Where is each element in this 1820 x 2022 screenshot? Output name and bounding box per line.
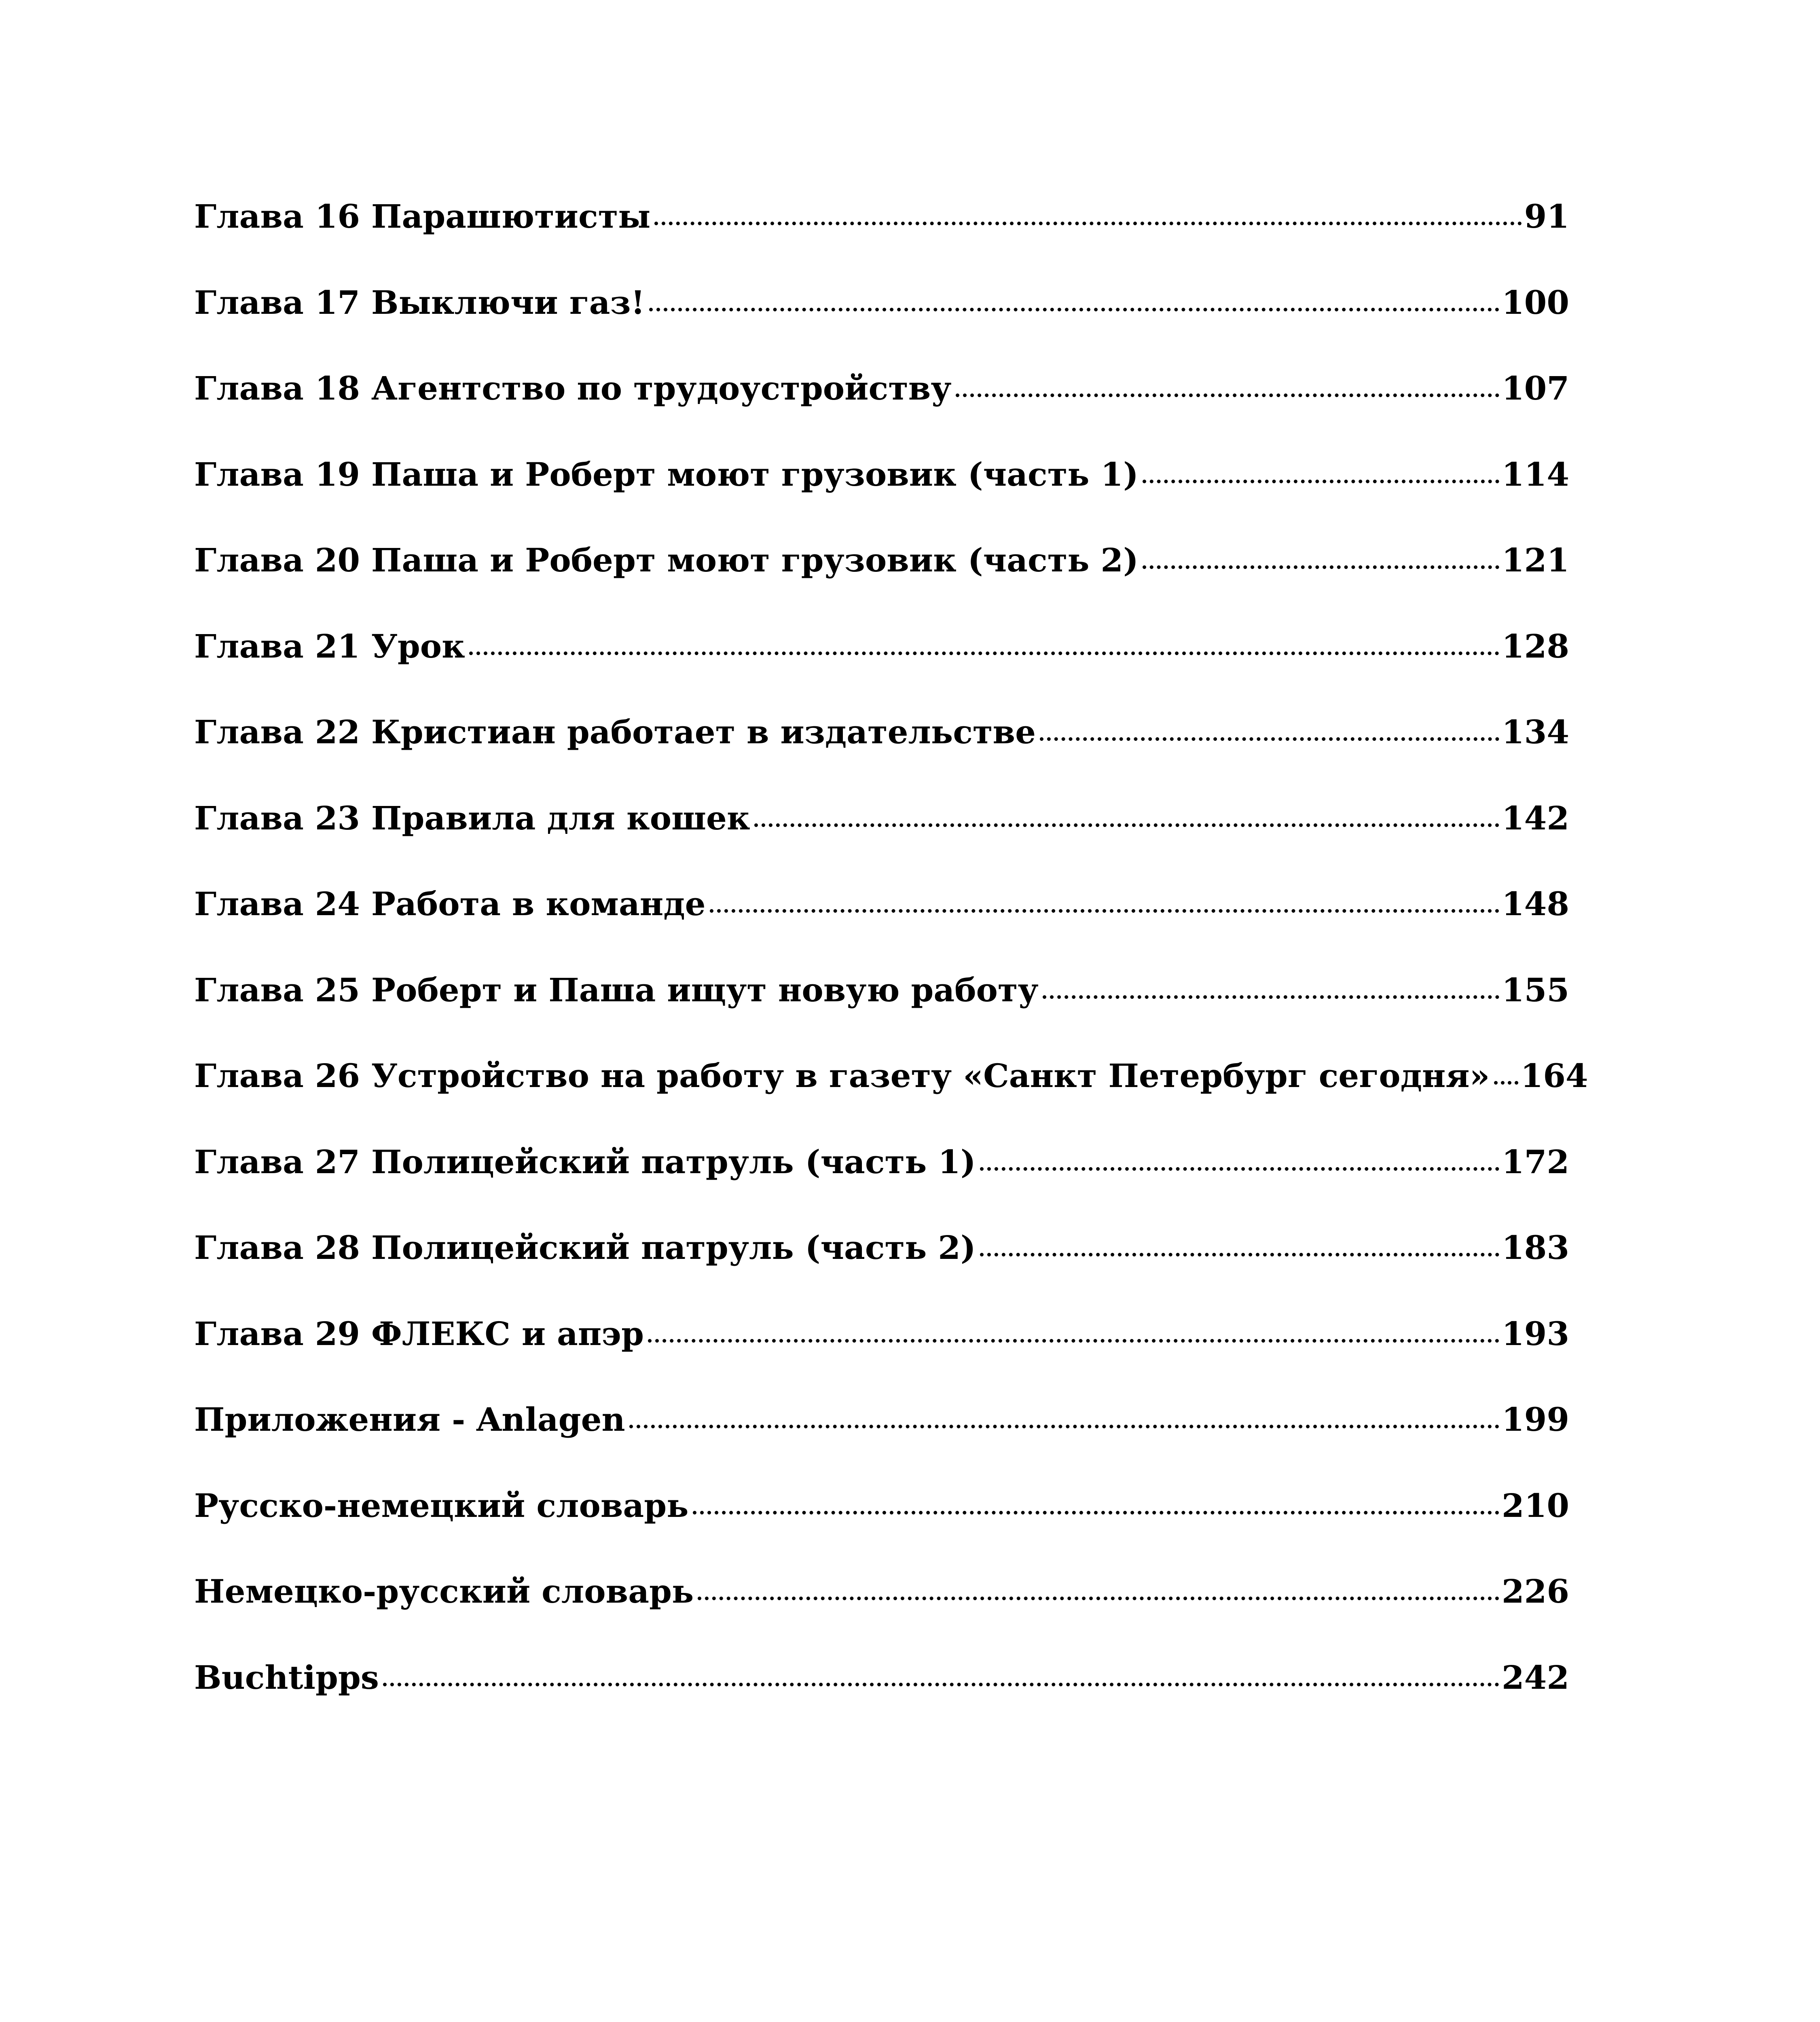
toc-entry[interactable] <box>194 1057 1588 1143</box>
toc-entry-title: Глава 29 ФЛЕКС и апэр <box>194 1314 644 1353</box>
toc-leader-dots <box>693 1511 1500 1514</box>
toc-entry-page: 91 <box>1524 197 1569 235</box>
toc-entry[interactable] <box>194 627 1569 713</box>
toc-entry-title: Глава 22 Кристиан работает в издательстве <box>194 713 1036 751</box>
toc-entry-title: Немецко-русский словарь <box>194 1572 694 1610</box>
toc-entry-page: 183 <box>1502 1229 1569 1267</box>
toc-entry-page: 199 <box>1502 1400 1569 1438</box>
toc-entry-title: Buchtipps <box>194 1658 379 1696</box>
toc-entry-page: 107 <box>1502 369 1569 407</box>
toc-entry-title: Глава 27 Полицейский патруль (часть 1) <box>194 1142 976 1181</box>
toc-entry[interactable] <box>194 799 1569 885</box>
toc-entry-page: 148 <box>1502 885 1569 923</box>
toc-entry-title: Глава 19 Паша и Роберт моют грузовик (часть 1) <box>194 455 1139 493</box>
toc-entry[interactable] <box>194 1143 1569 1229</box>
toc-leader-dots <box>956 393 1499 397</box>
toc-leader-dots <box>710 909 1499 913</box>
toc-entry-page: 210 <box>1502 1486 1569 1525</box>
toc-entry-title: Глава 20 Паша и Роберт моют грузовик (часть 2) <box>194 541 1139 579</box>
toc-entry[interactable] <box>194 1315 1569 1401</box>
toc-entry[interactable] <box>194 455 1569 541</box>
toc-leader-dots <box>1040 737 1499 741</box>
toc-leader-dots <box>1043 995 1499 999</box>
toc-entry-title: Русско-немецкий словарь <box>194 1486 689 1525</box>
toc-entry-page: 193 <box>1502 1314 1569 1353</box>
toc-leader-dots <box>754 823 1499 827</box>
toc-leader-dots <box>1494 1081 1518 1085</box>
toc-entry-title: Глава 16 Парашютисты <box>194 197 651 235</box>
toc-entry-page: 100 <box>1502 283 1569 321</box>
toc-leader-dots <box>383 1683 1499 1686</box>
toc-entry-title: Глава 26 Устройство на работу в газету «Санкт Петербург сегодня» <box>194 1057 1490 1095</box>
toc-entry-title: Глава 25 Роберт и Паша ищут новую работу <box>194 971 1039 1009</box>
toc-entry[interactable] <box>194 971 1569 1057</box>
toc-leader-dots <box>469 651 1499 655</box>
toc-leader-dots <box>980 1253 1499 1256</box>
toc-entry[interactable] <box>194 1487 1569 1573</box>
toc-entry-page: 172 <box>1502 1142 1569 1181</box>
toc-entry-page: 155 <box>1502 971 1569 1009</box>
toc-entry-page: 121 <box>1502 541 1569 579</box>
toc-entry-page: 134 <box>1502 713 1569 751</box>
toc-entry[interactable] <box>194 541 1569 627</box>
toc-leader-dots <box>654 222 1522 225</box>
toc-leader-dots <box>1143 480 1499 483</box>
toc-entry-page: 142 <box>1502 799 1569 837</box>
toc-entry-page: 242 <box>1502 1658 1569 1696</box>
toc-entry-title: Глава 17 Выключи газ! <box>194 283 645 321</box>
toc-entry[interactable] <box>194 713 1569 799</box>
toc-entry-page: 226 <box>1502 1572 1569 1610</box>
table-of-contents <box>194 197 1588 1744</box>
toc-entry[interactable] <box>194 283 1569 370</box>
toc-entry[interactable] <box>194 1229 1569 1315</box>
toc-entry-page: 114 <box>1502 455 1569 493</box>
toc-leader-dots <box>649 308 1499 311</box>
toc-entry-title: Глава 24 Работа в команде <box>194 885 706 923</box>
toc-leader-dots <box>1143 565 1499 569</box>
toc-entry-page: 128 <box>1502 627 1569 665</box>
toc-entry[interactable] <box>194 1572 1569 1658</box>
toc-entry[interactable] <box>194 197 1569 283</box>
toc-entry[interactable] <box>194 369 1569 455</box>
toc-entry-title: Глава 18 Агентство по трудоустройству <box>194 369 952 407</box>
toc-entry[interactable] <box>194 1400 1569 1487</box>
toc-leader-dots <box>698 1597 1499 1600</box>
toc-entry-title: Глава 28 Полицейский патруль (часть 2) <box>194 1229 976 1267</box>
toc-leader-dots <box>648 1339 1499 1343</box>
toc-entry[interactable] <box>194 885 1569 971</box>
toc-leader-dots <box>629 1425 1499 1428</box>
toc-entry-title: Глава 21 Урок <box>194 627 465 665</box>
toc-entry[interactable] <box>194 1658 1569 1745</box>
toc-leader-dots <box>980 1167 1499 1171</box>
toc-entry-title: Глава 23 Правила для кошек <box>194 799 750 837</box>
toc-entry-page: 164 <box>1520 1057 1588 1095</box>
toc-entry-title: Приложения - Anlagen <box>194 1400 625 1438</box>
